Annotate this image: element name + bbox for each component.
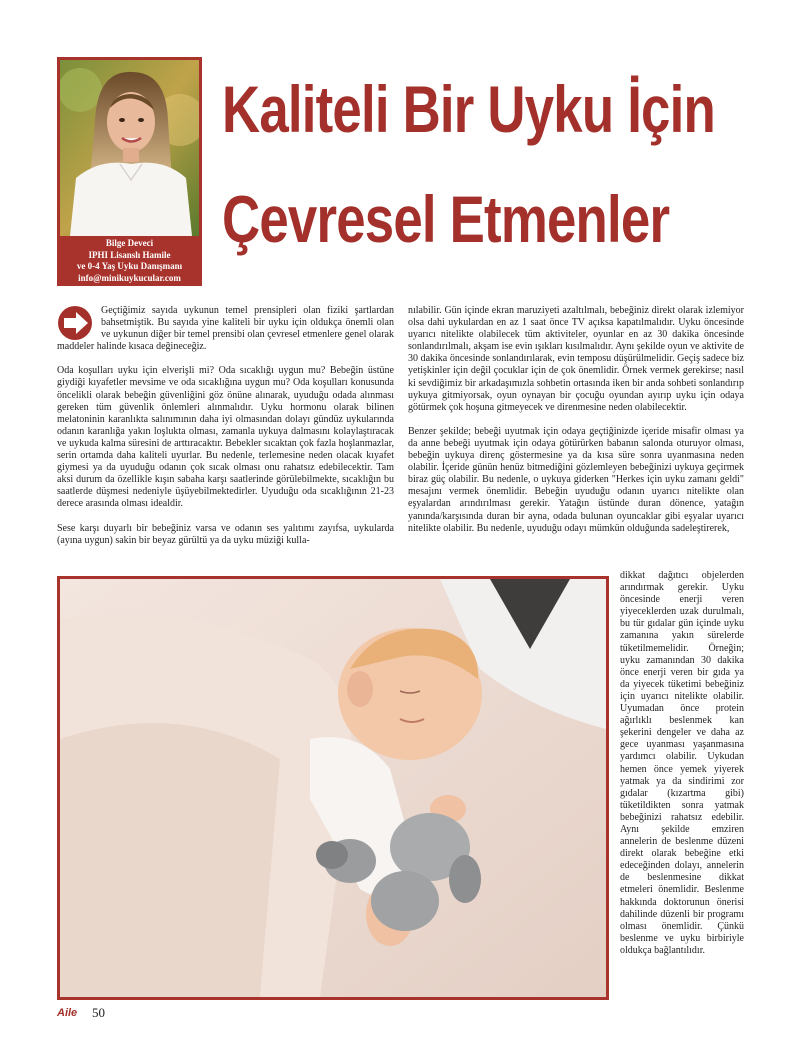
arrow-right-icon	[57, 305, 101, 341]
baby-illustration	[60, 579, 606, 997]
article-paragraph: Geçtiğimiz sayıda uykunun temel prensipleri olan fiziki şartlardan bahsetmiştik. Bu sayıda yine kaliteli bir uyku için oldukça önemli olan ve uykunun diğer bir temel prensibi olan çevresel etmenlere genel olarak maddeler halinde kısaca değineceğiz.	[57, 305, 394, 353]
article-column-left	[57, 305, 394, 547]
author-name: Bilge Deveci	[105, 238, 154, 248]
magazine-logo: Aile	[57, 1007, 78, 1019]
author-title-1: IPHI Lisanslı Hamile	[88, 249, 171, 260]
article-paragraph: Benzer şekilde; bebeği uyutmak için odaya geçtiğinizde içeride misafir olması ya da anne bebeği uyutmak için odaya götürürken babanın salonda oturuyor olması, bebeğin uykuya direnç göstermesine ya da kısa süre sonra uyanmasına neden olabilir. İçeride günün henüz bitmediğini gözlemleyen bebeğinizi uykuya geçirmek biraz güç olabilir. Bu nedenle, o uykuya giderken "Herkes için uyku zamanı geldi" mesajını vermek önemlidir. Bebeğin uyuduğu odanın uyarıcı nitelikte olan eşyalardan arındırılması gerekir. Yatağın üstünde duran dönence, yatağın yanında/karşısında duran bir ayna, odada bulunan oyuncaklar gibi eşyalar uyarıcı nitelikte olabilir. Bu nedenle, uyuduğu odayı mümkün olduğunda sadeleştirerek,	[408, 425, 744, 534]
article-paragraph: nılabilir. Gün içinde ekran maruziyeti azaltılmalı, bebeğiniz direkt olarak izlemiyor olsa dahi uykulardan en az 1 saat önce TV açıksa kapatılmalıdır. Uyku öncesinde uyarıcı nitelikte olabilecek tüm aktiviteler, oyunlar en az 30 dakika öncesinde sonlandırılmalı, akşam ise evin ışıkları kısılmalıdır. Aynı şekilde oyun ve aktivite de 30 dakika öncesinde sonlandırılarak, evin temposu düşürülmelidir. Geçiş sadece biz yetişkinler için değil çocuklar için de çok önemlidir. Örnek vermek gerekirse; nasıl ki sevdiğimiz bir arkadaşımızla sohbetin ortasında iken bir anda sohbeti sonlandırıp uykuya gitmiyorsak, oyun oynayan bir çocuğu oyundan ayırıp uyku için odaya götürmek çok hoşuna gitmeyecek ve direnmesine neden olabilecektir.	[408, 305, 744, 413]
author-email: info@minikuykucular.com	[78, 272, 181, 283]
author-caption	[60, 238, 199, 284]
page-title-line-2: Çevresel Etmenler	[222, 182, 670, 256]
article-column-right	[408, 305, 744, 535]
page-number: 50	[92, 1005, 105, 1020]
article-paragraph: Oda koşulları uyku için elverişli mi? Oda sıcaklığı uygun mu? Bebeğin üstüne giydiği kıyafetler mevsime ve oda sıcaklığına uygun mu? Oda koşulları konusunda öncelikli olarak bebeğin güvenliğini göz önüne alınarak, uyuduğu odada alınması gereken tüm güvenlik önlemleri alınmalıdır. Uyku hormonu olarak bilinen melatoninin karanlıkta salınımının daha iyi olmasından dolayı gündüz uykularında odanın karanlığa yakın loşlukta olması, zamanla uykuya dalmasını kolaylaştıracak ve uykuda kalma süresini de arttıracaktır. Bebekler sıcaktan çok fazla hoşlanmazlar, serin ortamda daha kaliteli uyurlar. Bu nedenle, terlemesine neden olacak kıyafet giymesi ya da uyuduğu odanın çok sıcak olması onu rahatsız edebilecektir. Tam aksi durum da özellikle kışın sabaha karşı saatlerinde görülebilmekte, sıcaklığın bu saatlerde düşmesi nedeniyle üşüyebilmektedirler. Uyuduğu oda sıcaklığının 21-23 derece arasında olması idealdir.	[57, 365, 394, 510]
article-column-narrow	[620, 570, 744, 957]
author-title-2: ve 0-4 Yaş Uyku Danışmanı	[76, 261, 183, 271]
sleeping-baby-photo	[57, 576, 609, 1000]
article-paragraph: Sese karşı duyarlı bir bebeğiniz varsa ve odanın ses yalıtımı zayıfsa, uykularda (ayına uygun) sakin bir beyaz gürültü ya da uyku müziği kulla-	[57, 522, 394, 546]
page-title-line-1: Kaliteli Bir Uyku İçin	[222, 72, 715, 146]
author-portrait	[60, 60, 199, 236]
author-box	[57, 57, 202, 286]
article-paragraph: dikkat dağıtıcı objelerden arındırmak gerekir. Uyku öncesinde enerji veren yiyeceklerden uzak durulmalı, bu tür gıdalar gün içinde uyku zamanına yakın sürelerde tüketilmemelidir. Örneğin; uyku zamanından 30 dakika önce enerji veren bir gıda ya da yiyecek tüketimi bebeğiniz için uyarıcı nitelikte olabilir. Uyumadan önce protein ağırlıklı beslenmek kan şekerini dengeler ve daha az gece uyanması yaşanmasına yardımcı olabilir. Uykudan hemen önce yemek yiyerek yatmak ya da sindirimi zor gıdalar (kızartma gibi) tüketildikten sonra yatmak bebeğinizi rahatsız edebilir. Aynı şekilde emziren annelerin de beslenme düzeni direkt olarak bebeğine etki edeceğinden dolayı, annelerin de beslenmesine dikkat etmeleri önemlidir. Beslenme hakkında doktorunun önerisi dahilinde düzenli bir programı olması önemlidir. Çünkü beslenme ve uyku birbiriyle oldukça bağlantılıdır.	[620, 570, 744, 956]
